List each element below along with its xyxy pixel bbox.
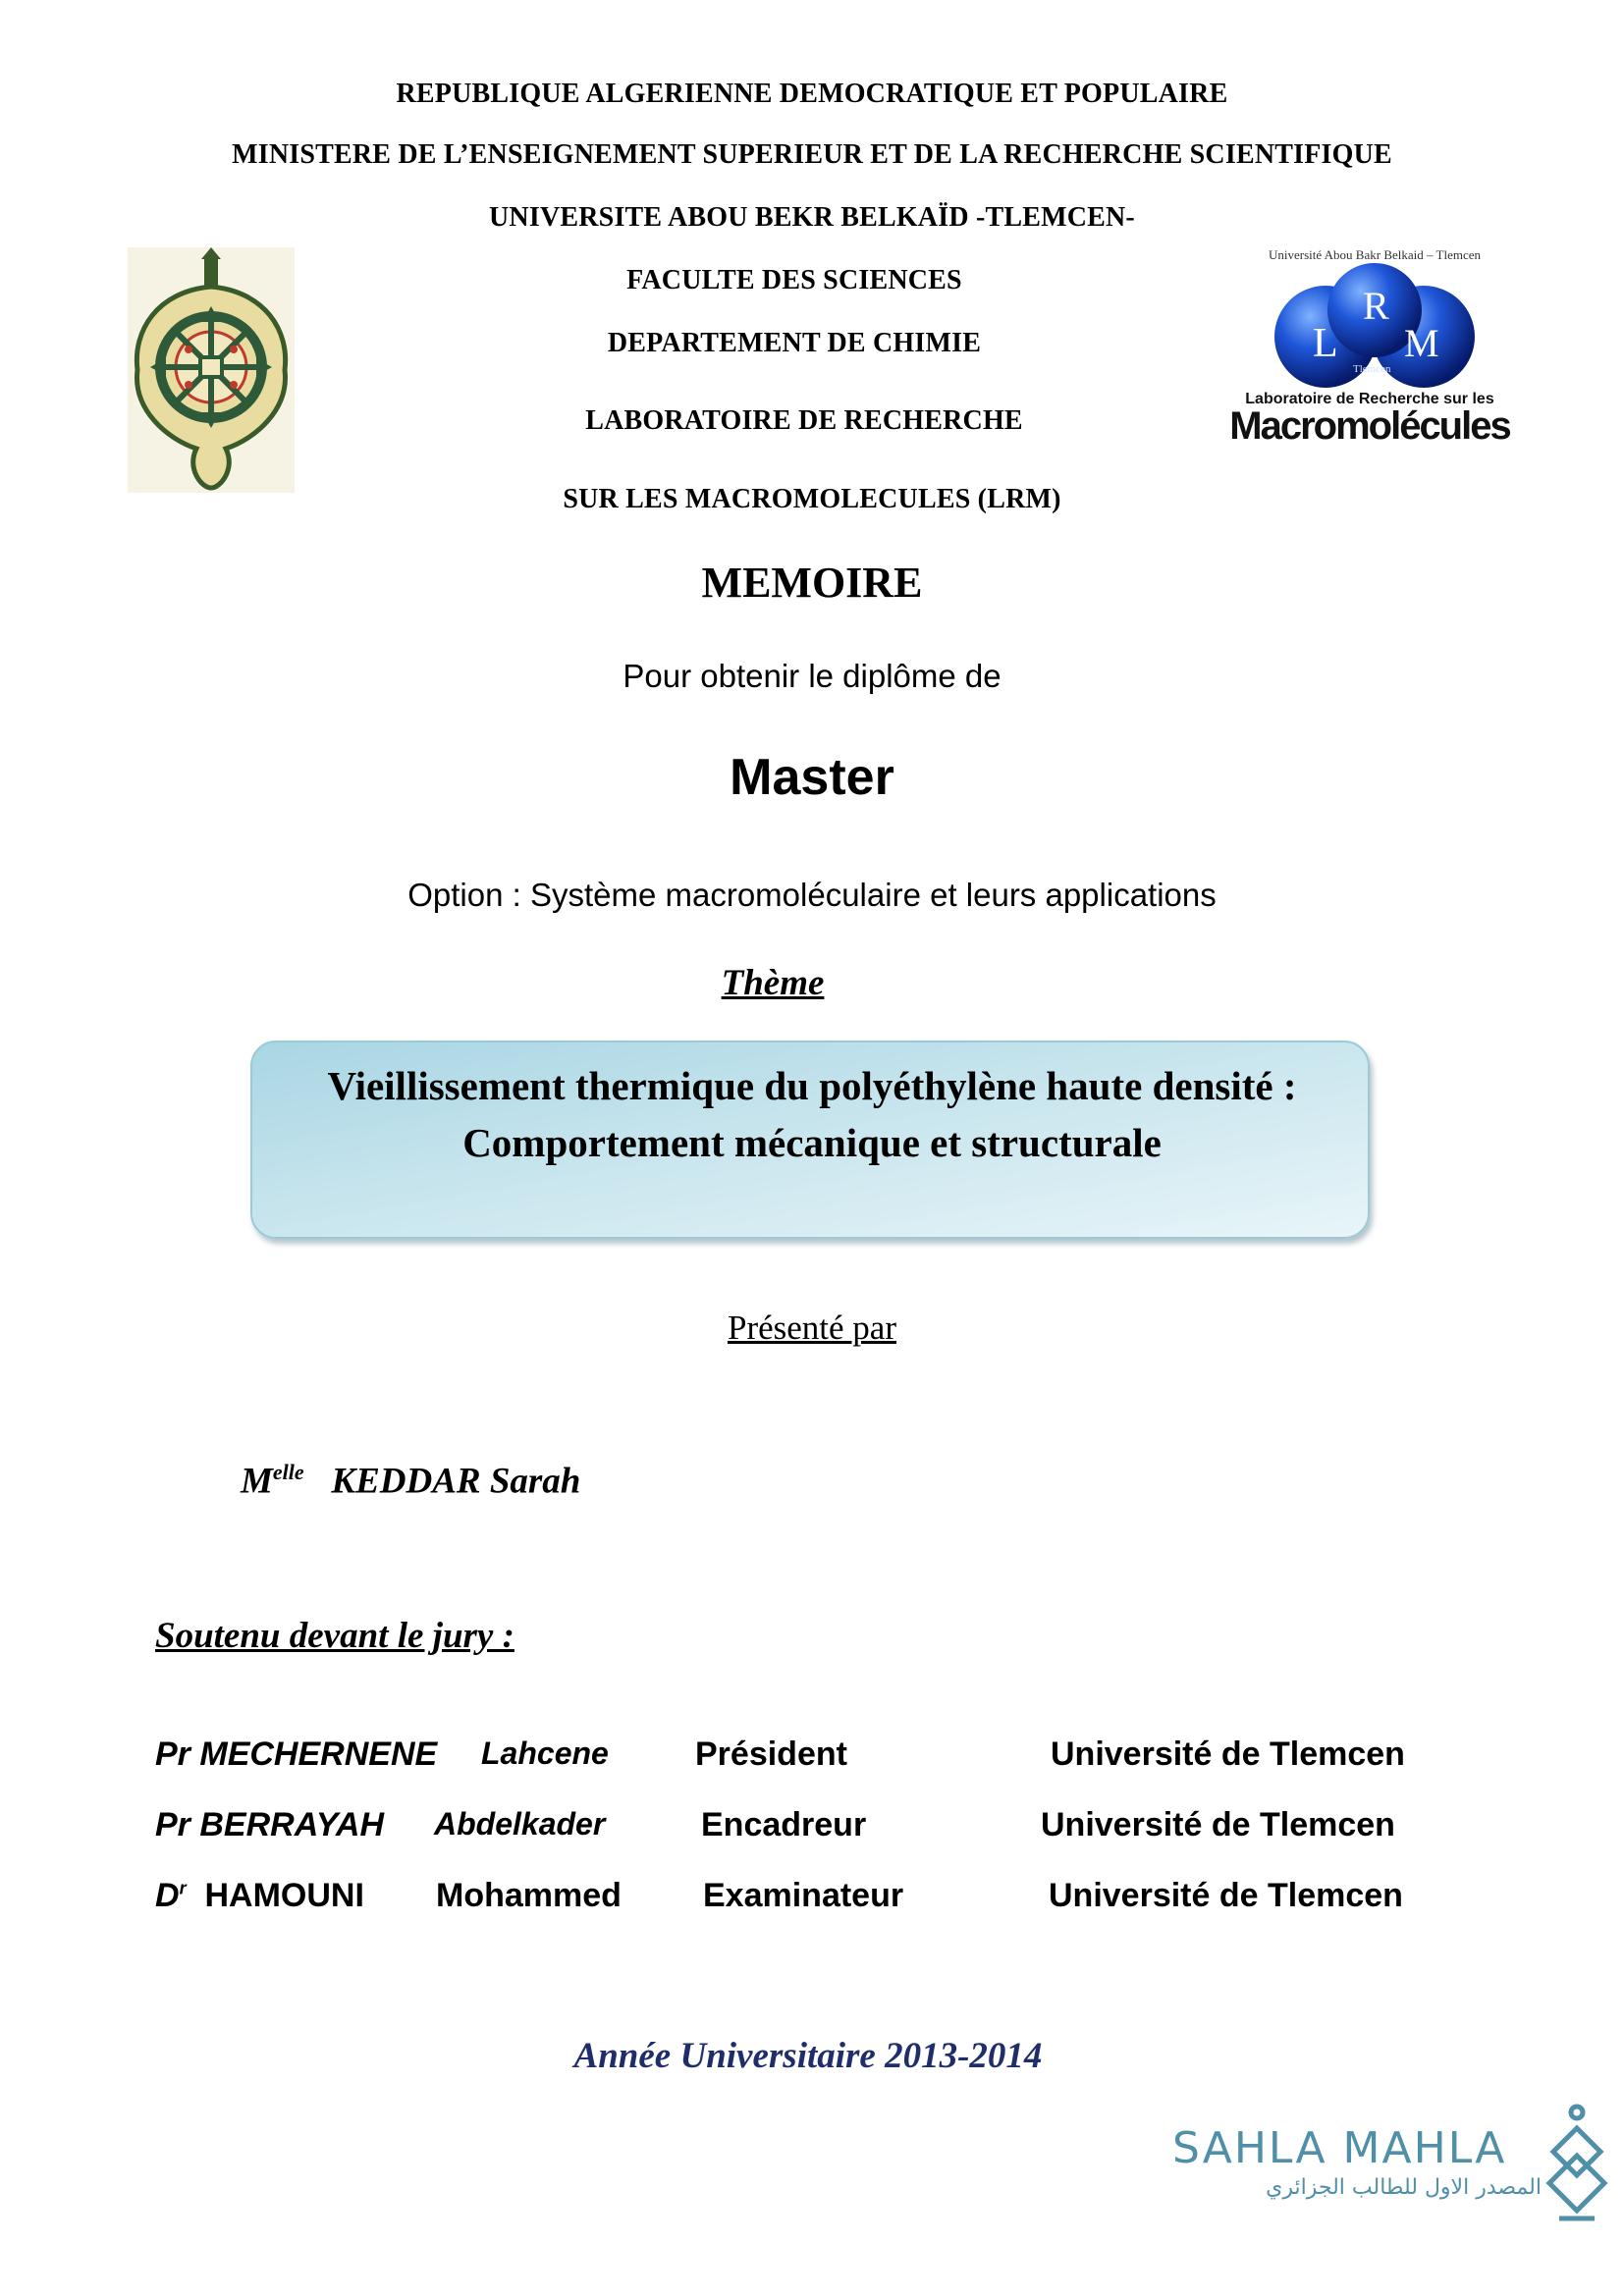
jury-3-surname: HAMOUNI [204, 1877, 364, 1914]
jury-1-surname: MECHERNENE [199, 1735, 438, 1773]
watermark-arabic: المصدر الاول للطالب الجزائري [1266, 2175, 1542, 2200]
theme-label: Thème [721, 963, 825, 1003]
jury-1-title: Pr [155, 1735, 190, 1773]
jury-3-title: D [155, 1877, 180, 1914]
author [241, 1460, 580, 1502]
header-lab-1: LABORATOIRE DE RECHERCHE [585, 405, 1023, 436]
jury-2-institution: Université de Tlemcen [1041, 1806, 1395, 1843]
jury-3-name [155, 1877, 364, 1915]
jury-1-name [155, 1735, 437, 1774]
lrm-letter-r: R [1363, 284, 1389, 328]
jury-2-firstname: Abdelkader [434, 1806, 606, 1842]
doc-purpose: Pour obtenir le diplôme de [623, 658, 1001, 694]
author-title: M [241, 1461, 273, 1502]
lrm-lab-line: Laboratoire de Recherche sur les [1245, 391, 1494, 407]
doc-option: Option : Système macromoléculaire et leurs applications [407, 877, 1217, 913]
university-emblem-icon [128, 247, 295, 493]
jury-1-firstname: Lahcene [481, 1735, 609, 1771]
presented-by: Présenté par [727, 1308, 896, 1347]
header-faculty: FACULTE DES SCIENCES [626, 265, 962, 295]
jury-label: Soutenu devant le jury : [155, 1616, 514, 1656]
jury-1-role: Président [695, 1735, 847, 1773]
lrm-logo [1218, 243, 1522, 459]
jury-3-firstname: Mohammed [436, 1877, 622, 1914]
title-line-1: Vieillissement thermique du polyéthylène haute densité : [327, 1063, 1297, 1108]
academic-year: Année Universitaire 2013-2014 [573, 2036, 1043, 2076]
lrm-letter-l: L [1313, 321, 1338, 366]
jury-3-title-sup: r [179, 1878, 187, 1898]
author-title-sup: elle [272, 1460, 304, 1484]
doc-type: MEMOIRE [701, 559, 923, 607]
header-ministry: MINISTERE DE L’ENSEIGNEMENT SUPERIEUR ET DE LA RECHERCHE SCIENTIFIQUE [232, 139, 1392, 170]
jury-2-name [155, 1806, 384, 1844]
jury-3-institution: Université de Tlemcen [1049, 1877, 1403, 1914]
doc-degree: Master [730, 749, 894, 806]
title-box [250, 1041, 1370, 1239]
jury-3-role: Examinateur [703, 1877, 904, 1914]
header-university: UNIVERSITE ABOU BEKR BELKAÏD -TLEMCEN- [489, 202, 1135, 233]
lrm-caption: Université Abou Bakr Belkaid – Tlemcen [1268, 247, 1482, 262]
title-line-2: Comportement mécanique et structurale [462, 1120, 1162, 1165]
lrm-letter-m: M [1404, 321, 1439, 365]
jury-2-title: Pr [155, 1806, 190, 1843]
header-republic: REPUBLIQUE ALGERIENNE DEMOCRATIQUE ET POPULAIRE [396, 79, 1228, 109]
author-name: KEDDAR Sarah [331, 1461, 581, 1502]
header-department: DEPARTEMENT DE CHIMIE [607, 328, 982, 358]
jury-2-surname: BERRAYAH [199, 1806, 385, 1843]
jury-1-institution: Université de Tlemcen [1051, 1735, 1405, 1773]
lrm-tlemcen: Tlemcen [1353, 363, 1391, 375]
jury-2-role: Encadreur [701, 1806, 867, 1843]
watermark-emblem-icon [1540, 2101, 1614, 2226]
watermark-brand: SAHLA MAHLA [1172, 2123, 1507, 2173]
lrm-big-word: Macromolécules [1229, 404, 1510, 448]
header-lab-2: SUR LES MACROMOLECULES (LRM) [563, 484, 1061, 514]
